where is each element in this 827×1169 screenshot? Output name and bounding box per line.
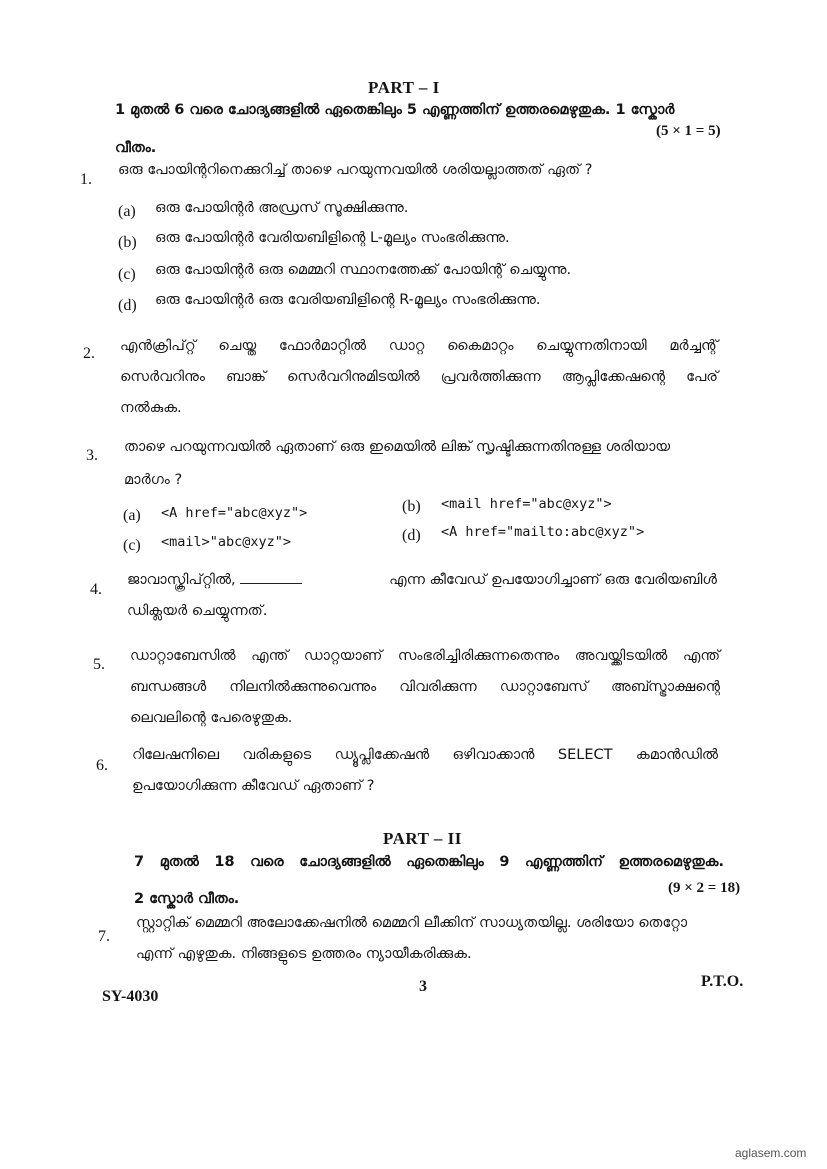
watermark: aglasem.com: [735, 1146, 807, 1160]
question-text-row: [127, 572, 717, 588]
question-text: ബന്ധങ്ങൾ നിലനിൽക്കുന്നുവെന്നും വിവരിക്കുന്ന ഡാറ്റാബേസ് അബ്സ്ട്രാക്ഷന്റെ: [130, 679, 720, 695]
question-number: 1.: [80, 171, 92, 188]
option-label: (c): [123, 537, 141, 554]
question-text: എന്ന് എഴുതുക. നിങ്ങളുടെ ഉത്തരം ന്യായീകരിക്കുക.: [136, 946, 472, 962]
question-number: 4.: [90, 581, 102, 598]
question-text: നൽകുക.: [120, 400, 182, 416]
part2-instruction-cont: 2 സ്കോർ വീതം.: [134, 891, 240, 907]
option-label: (d): [118, 297, 137, 314]
part2-score: (9 × 2 = 18): [668, 880, 741, 896]
option-text: ഒരു പോയിന്റർ വേരിയബിളിന്റെ L-മൂല്യം സംഭരിക്കുന്നു.: [155, 230, 510, 246]
pto-label: P.T.O.: [701, 973, 744, 990]
fill-in-blank: [240, 583, 302, 584]
question-text: ഒരു പോയിന്ററിനെക്കുറിച്ച് താഴെ പറയുന്നവയിൽ ശരിയല്ലാത്തത് ഏത് ?: [118, 162, 593, 178]
option-text: <A href="mailto:abc@xyz">: [441, 524, 645, 540]
question-text: ഉപയോഗിക്കുന്ന കീവേഡ് ഏതാണ് ?: [132, 778, 375, 794]
part1-instruction-cont: വീതം.: [115, 140, 157, 156]
option-label: (b): [118, 234, 137, 251]
question-number: 7.: [98, 928, 110, 945]
question-text: ഡിക്ലയർ ചെയ്യുന്നത്.: [127, 603, 268, 619]
question-text: സെർവറിനും ബാങ്ക് സെർവറിനുമിടയിൽ പ്രവർത്തിക്കുന്ന ആപ്ലിക്കേഷന്റെ പേര്: [120, 369, 718, 385]
part2-heading: PART – II: [383, 829, 462, 848]
paper-code: SY-4030: [102, 988, 159, 1005]
part1-heading: PART – I: [368, 78, 440, 97]
question-text: ജാവാസ്ക്രിപ്റ്റിൽ,: [127, 572, 236, 588]
question-text: ലെവലിന്റെ പേരെഴുതുക.: [130, 710, 293, 726]
option-label: (d): [402, 527, 421, 544]
question-text: ഡാറ്റാബേസിൽ എന്ത് ഡാറ്റയാണ് സംഭരിച്ചിരിക്കുന്നതെന്നും അവയ്ക്കിടയിൽ എന്ത്: [130, 648, 720, 664]
option-text: <mail href="abc@xyz">: [441, 496, 612, 512]
question-text: എൻക്രിപ്റ്റ് ചെയ്ത ഫോർമാറ്റിൽ ഡാറ്റ കൈമാറ്റം ചെയ്യുന്നതിനായി മർച്ചന്റ്: [120, 338, 718, 354]
option-label: (b): [402, 498, 421, 515]
question-number: 6.: [96, 757, 108, 774]
option-label: (a): [118, 203, 136, 220]
question-text: എന്ന കീവേഡ് ഉപയോഗിച്ചാണ് ഒരു വേരിയബിൾ: [389, 572, 717, 588]
page-number: 3: [419, 978, 427, 995]
question-text: സ്റ്റാറ്റിക് മെമ്മറി അലോക്കേഷനിൽ മെമ്മറി ലീക്കിന് സാധ്യതയില്ല. ശരിയോ തെറ്റോ: [136, 915, 688, 931]
question-text: മാർഗം ?: [124, 472, 183, 488]
question-text: താഴെ പറയുന്നവയിൽ ഏതാണ് ഒരു ഇമെയിൽ ലിങ്ക് സൃഷ്ടിക്കുന്നതിനുള്ള ശരിയായ: [124, 439, 671, 455]
option-label: (a): [123, 507, 141, 524]
part2-instruction: 7 മുതൽ 18 വരെ ചോദ്യങ്ങളിൽ ഏതെങ്കിലും 9 എണ്ണത്തിന് ഉത്തരമെഴുതുക.: [134, 854, 724, 870]
question-text: റിലേഷനിലെ വരികളുടെ ഡ്യൂപ്ലിക്കേഷൻ ഒഴിവാക്കാൻ SELECT കമാൻഡിൽ: [132, 747, 718, 763]
part1-score: (5 × 1 = 5): [656, 123, 721, 139]
option-text: <A href="abc@xyz">: [161, 505, 308, 521]
option-text: ഒരു പോയിന്റർ അഡ്രസ് സൂക്ഷിക്കുന്നു.: [155, 200, 409, 216]
option-label: (c): [118, 266, 136, 283]
question-number: 3.: [86, 447, 98, 464]
question-number: 5.: [93, 656, 105, 673]
part1-instruction: 1 മുതൽ 6 വരെ ചോദ്യങ്ങളിൽ ഏതെങ്കിലും 5 എണ്ണത്തിന് ഉത്തരമെഴുതുക. 1 സ്കോർ: [115, 102, 675, 118]
question-number: 2.: [83, 345, 95, 362]
option-text: ഒരു പോയിന്റർ ഒരു വേരിയബിളിന്റെ R-മൂല്യം സംഭരിക്കുന്നു.: [155, 292, 541, 308]
option-text: ഒരു പോയിന്റർ ഒരു മെമ്മറി സ്ഥാനത്തേക്ക് പോയിന്റ് ചെയ്യുന്നു.: [155, 262, 572, 278]
option-text: <mail>"abc@xyz">: [161, 534, 292, 550]
